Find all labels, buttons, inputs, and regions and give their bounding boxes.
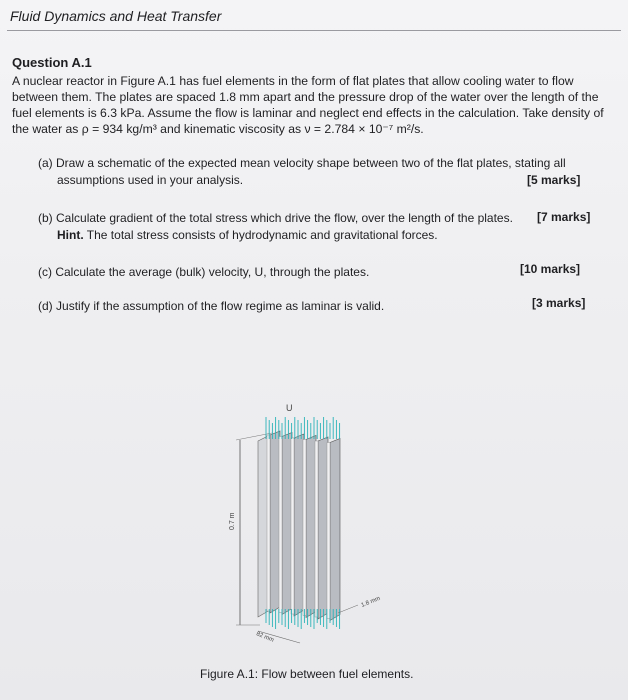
fuel-plates-figure xyxy=(200,395,430,665)
part-a xyxy=(38,155,598,171)
question-title: Question A.1 xyxy=(12,55,92,70)
fuel-plate xyxy=(330,439,340,621)
part-a-label: (a) xyxy=(38,156,53,170)
part-b-hint xyxy=(57,227,438,243)
plate-front-face xyxy=(315,441,318,617)
plate-front-face xyxy=(279,437,282,613)
part-c xyxy=(38,264,369,280)
part-b xyxy=(38,210,528,226)
label-velocity-u: U xyxy=(286,403,293,413)
part-c-marks: [10 marks] xyxy=(520,262,581,276)
plate-front-face xyxy=(291,438,294,614)
header-title: Fluid Dynamics and Heat Transfer xyxy=(10,8,222,24)
part-a-text-line1: Draw a schematic of the expected mean velocity shape between two of the flat plates, stating all xyxy=(56,156,566,170)
plate-front-face xyxy=(267,435,270,611)
part-b-hint-label: Hint. xyxy=(57,228,84,242)
question-intro: A nuclear reactor in Figure A.1 has fuel elements in the form of flat plates that allow cooling water to flow between them. The plates are spaced 1.8 mm apart and the pressure drop of the water over the length of the fuel elements is 6.3 kPa. Assume the flow is laminar and neglect end effects in the calculation. Take density of the water as ρ = 934 kg/m³ and kinematic viscosity as ν = 2.784 × 10⁻⁷ m²/s. xyxy=(12,74,604,136)
part-b-text: Calculate gradient of the total stress which drive the flow, over the length of the plates. xyxy=(56,211,513,225)
part-b-label: (b) xyxy=(38,211,53,225)
fuel-plate xyxy=(306,436,316,618)
spacing-leader-line xyxy=(338,605,358,613)
part-d-marks: [3 marks] xyxy=(532,296,586,310)
label-width: 82 mm xyxy=(255,631,275,644)
fuel-plate xyxy=(294,434,304,616)
figure-caption: Figure A.1: Flow between fuel elements. xyxy=(200,667,414,681)
label-height: 0.7 m xyxy=(229,512,236,530)
part-d-text: Justify if the assumption of the flow regime as laminar is valid. xyxy=(56,299,385,313)
part-d-label: (d) xyxy=(38,299,53,313)
part-a-line2: assumptions used in your analysis. xyxy=(57,173,244,187)
plates-group xyxy=(267,431,340,621)
part-c-text: Calculate the average (bulk) velocity, U, through the plates. xyxy=(55,265,370,279)
plate-front-face xyxy=(327,443,330,619)
part-c-label: (c) xyxy=(38,265,52,279)
fuel-plate xyxy=(282,433,292,615)
fuel-plate xyxy=(318,437,328,619)
part-a-marks: [5 marks] xyxy=(527,173,581,187)
label-spacing: 1.8 mm xyxy=(360,595,382,609)
plate-front-face xyxy=(303,440,306,616)
part-b-hint-text: The total stress consists of hydrodynamic and gravitational forces. xyxy=(86,228,438,242)
part-d xyxy=(38,298,384,314)
page-header xyxy=(7,6,621,31)
part-b-marks: [7 marks] xyxy=(537,210,591,224)
fuel-plate xyxy=(270,431,280,613)
